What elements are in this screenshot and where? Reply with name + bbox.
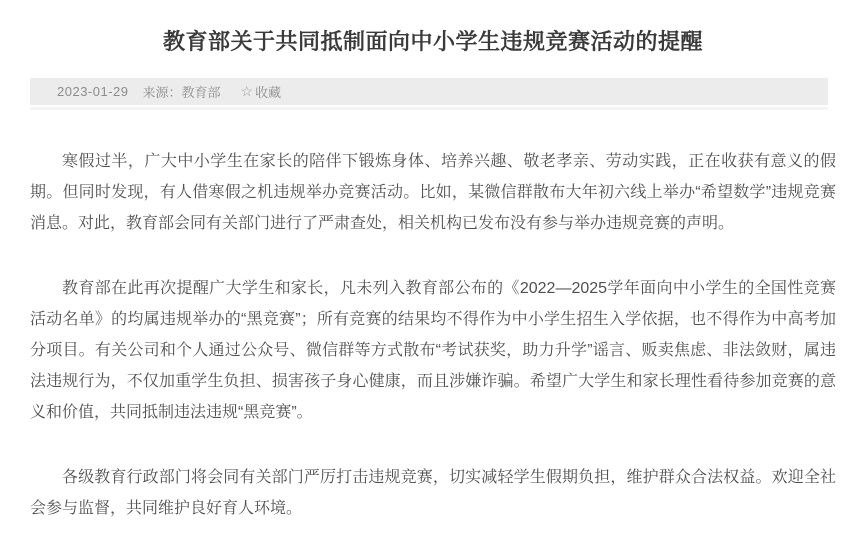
star-icon: ☆	[240, 83, 254, 99]
favorite-button[interactable]	[241, 82, 282, 101]
paragraph-1: 寒假过半，广大中小学生在家长的陪伴下锻炼身体、培养兴趣、敬老孝亲、劳动实践，正在收获有意义的假期。但同时发现，有人借寒假之机违规举办竞赛活动。比如，某微信群散布大年初六线上举办“希望数学”违规竞赛消息。对此，教育部会同有关部门进行了严肃查处，相关机构已发布没有参与举办违规竞赛的声明。	[30, 153, 836, 232]
meta-bar	[30, 78, 828, 105]
paragraph-3: 各级教育行政部门将会同有关部门严厉打击违规竞赛，切实减轻学生假期负担，维护群众合法权益。欢迎全社会参与监督，共同维护良好育人环境。	[30, 469, 836, 517]
article-body	[30, 146, 836, 524]
source-label: 来源：教育部	[142, 85, 221, 100]
meta-divider	[30, 107, 828, 110]
page-title: 教育部关于共同抵制面向中小学生违规竞赛活动的提醒	[162, 29, 703, 54]
publish-date: 2023-01-29	[57, 84, 129, 99]
paragraph-2: 教育部在此再次提醒广大学生和家长，凡未列入教育部公布的《2022—2025学年面向中小学生的全国性竞赛活动名单》的均属违规举办的“黑竞赛”；所有竞赛的结果均不得作为中小学生招生入学依据，也不得作为中高考加分项目。有关公司和个人通过公众号、微信群等方式散布“考试获奖，助力升学”谣言、贩卖焦虑、非法敛财，属违法违规行为，不仅加重学生负担、损害孩子身心健康，而且涉嫌诈骗。希望广大学生和家长理性看待参加竞赛的意义和价值，共同抵制违法违规“黑竞赛”。	[30, 280, 836, 421]
favorite-label: 收藏	[255, 85, 282, 100]
